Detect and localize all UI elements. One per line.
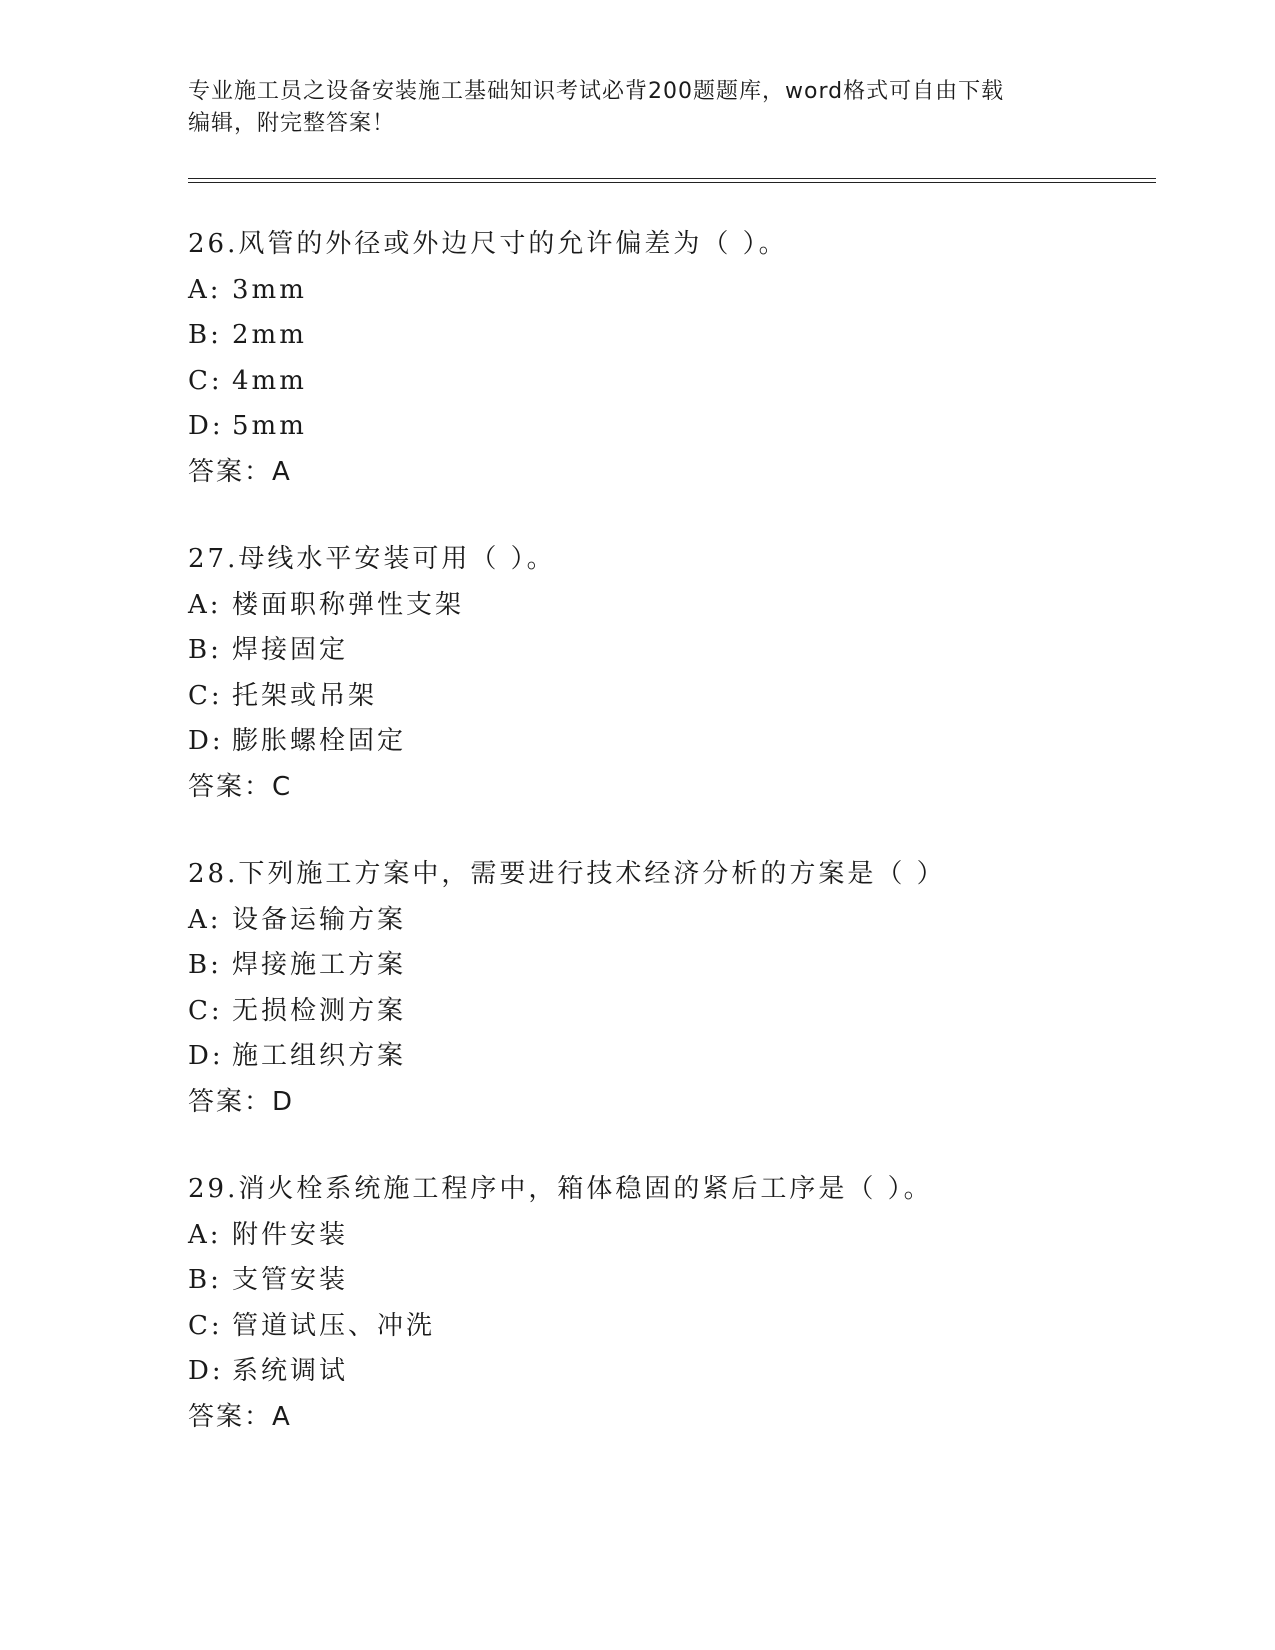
- option-b: [188, 1258, 1148, 1304]
- option-d: [188, 1034, 1148, 1080]
- option-c: [188, 1304, 1148, 1350]
- option-text: 2mm: [232, 320, 307, 350]
- option-letter: A:: [188, 904, 222, 935]
- answer: 答案：A: [188, 456, 292, 487]
- option-text: 托架或吊架: [232, 680, 378, 711]
- option-letter: B:: [188, 1265, 222, 1295]
- option-a: [188, 1213, 1148, 1259]
- option-letter: C:: [188, 1310, 223, 1341]
- option-text: 设备运输方案: [232, 904, 407, 935]
- question-26: [188, 222, 1148, 495]
- question-title: 29.消火栓系统施工程序中，箱体稳固的紧后工序是（ ）。: [188, 1174, 933, 1204]
- answer: 答案：C: [188, 771, 293, 802]
- option-b: [188, 628, 1148, 674]
- question-27: [188, 537, 1148, 810]
- option-text: 楼面职称弹性支架: [232, 589, 465, 620]
- option-b: [188, 313, 1148, 359]
- option-text: 焊接固定: [232, 635, 349, 665]
- option-letter: A:: [188, 274, 222, 305]
- option-a: [188, 268, 1148, 314]
- description-line-2: 编辑，附完整答案！: [188, 111, 396, 136]
- option-text: 4mm: [232, 365, 307, 396]
- question-title: 27.母线水平安装可用（ ）。: [188, 544, 556, 574]
- question-title: 26.风管的外径或外边尺寸的允许偏差为（ ）。: [188, 229, 788, 259]
- document-description: [188, 76, 1088, 140]
- option-a: [188, 898, 1148, 944]
- answer: 答案：A: [188, 1401, 292, 1432]
- question-title: 28.下列施工方案中，需要进行技术经济分析的方案是（ ）: [188, 859, 946, 889]
- option-letter: B:: [188, 950, 222, 980]
- option-text: 5mm: [232, 411, 307, 441]
- option-c: [188, 359, 1148, 405]
- option-text: 无损检测方案: [232, 995, 407, 1026]
- option-d: [188, 719, 1148, 765]
- question-29: [188, 1167, 1148, 1440]
- header-double-rule: [188, 178, 1156, 183]
- description-line-1: 专业施工员之设备安装施工基础知识考试必背200题题库，word格式可自由下载: [188, 79, 1005, 104]
- option-letter: D:: [188, 1041, 224, 1071]
- option-letter: B:: [188, 635, 222, 665]
- option-text: 施工组织方案: [232, 1041, 407, 1071]
- option-letter: A:: [188, 1219, 222, 1250]
- option-text: 系统调试: [232, 1356, 349, 1386]
- option-text: 膨胀螺栓固定: [232, 726, 407, 756]
- option-letter: D:: [188, 726, 224, 756]
- option-b: [188, 943, 1148, 989]
- option-letter: C:: [188, 680, 223, 711]
- option-text: 附件安装: [232, 1219, 349, 1250]
- option-letter: A:: [188, 589, 222, 620]
- option-d: [188, 404, 1148, 450]
- option-letter: C:: [188, 995, 223, 1026]
- option-letter: B:: [188, 320, 222, 350]
- option-c: [188, 989, 1148, 1035]
- option-letter: D:: [188, 411, 224, 441]
- answer: 答案：D: [188, 1086, 295, 1117]
- option-text: 焊接施工方案: [232, 950, 407, 980]
- option-letter: D:: [188, 1356, 224, 1386]
- option-d: [188, 1349, 1148, 1395]
- option-text: 管道试压、冲洗: [232, 1310, 436, 1341]
- option-text: 支管安装: [232, 1265, 349, 1295]
- option-c: [188, 674, 1148, 720]
- option-letter: C:: [188, 365, 223, 396]
- option-text: 3mm: [232, 274, 307, 305]
- question-28: [188, 852, 1148, 1125]
- option-a: [188, 583, 1148, 629]
